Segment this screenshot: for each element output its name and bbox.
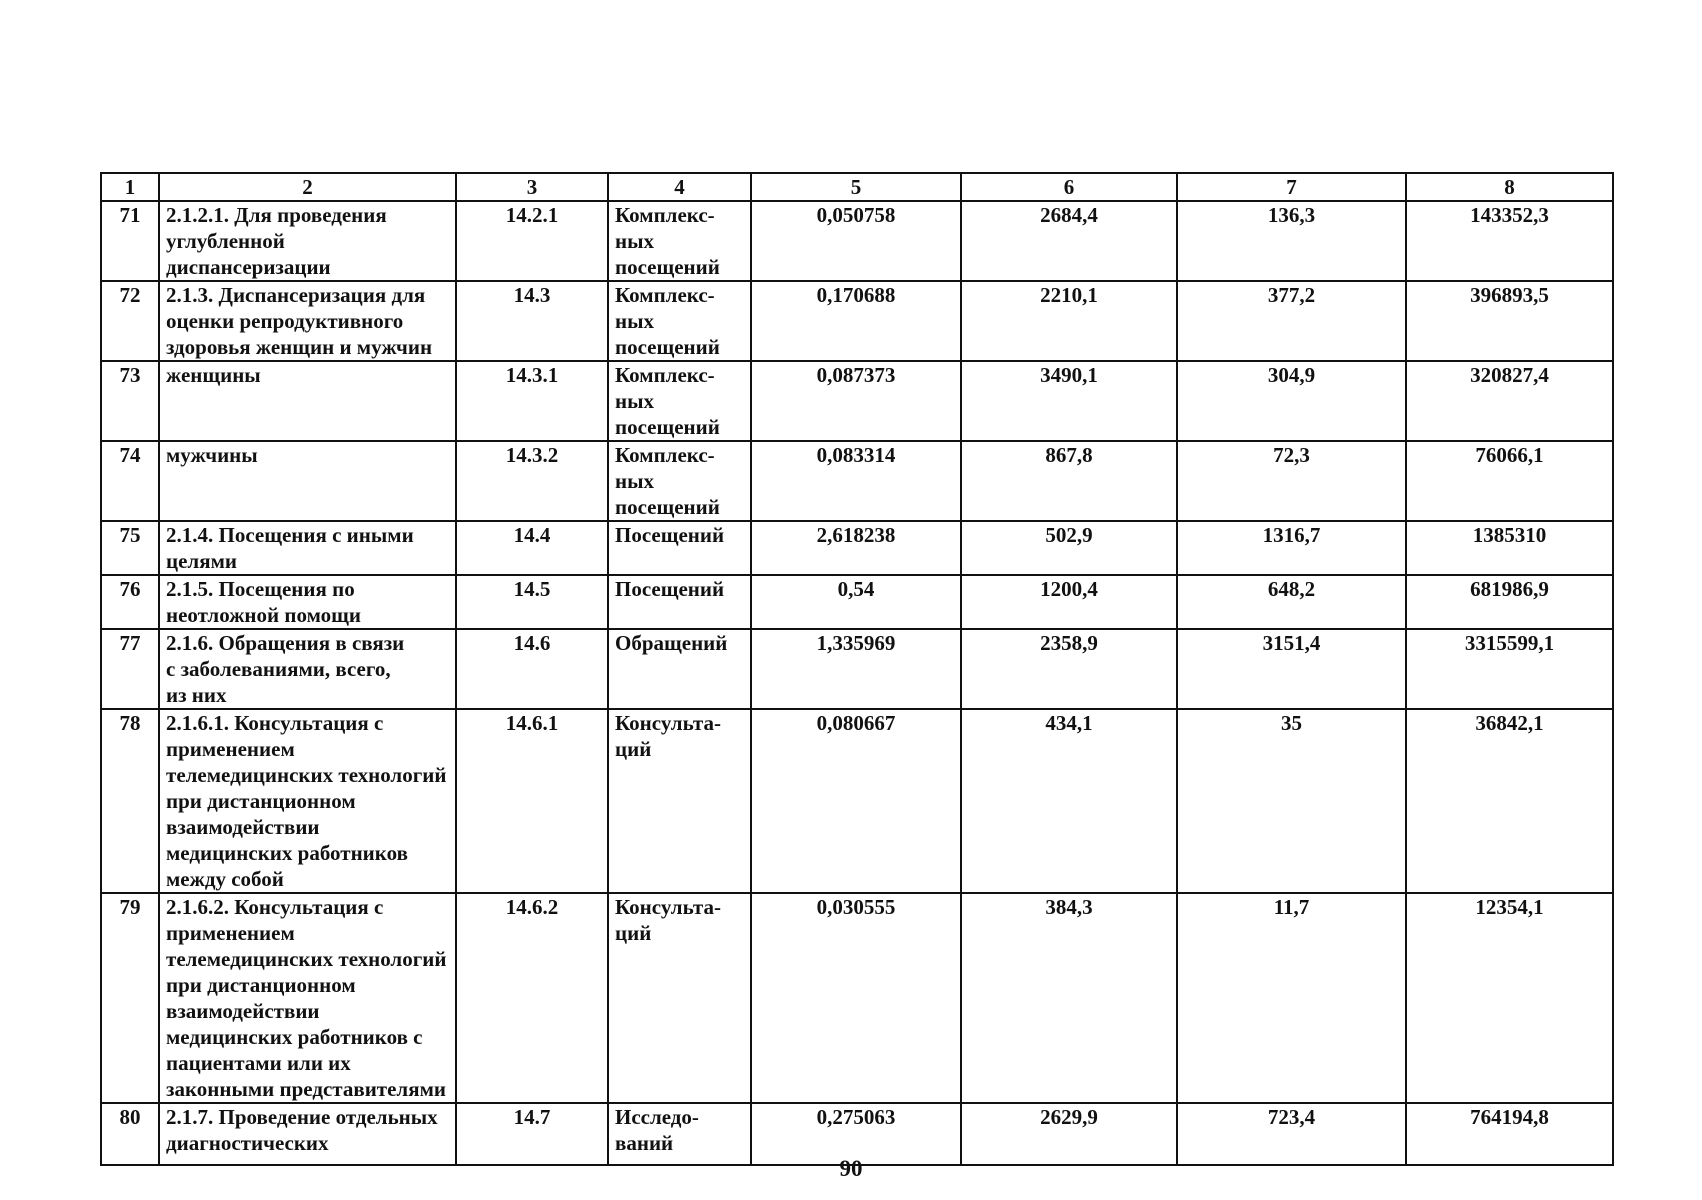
- column-header: 1: [101, 173, 159, 201]
- value-col-6: 3490,1: [961, 361, 1177, 441]
- row-code: 14.3.2: [456, 441, 608, 521]
- value-col-8: 681986,9: [1406, 575, 1613, 629]
- value-col-8: 12354,1: [1406, 893, 1613, 1103]
- column-header: 3: [456, 173, 608, 201]
- unit-of-measure: Комплекс- ных посещений: [608, 441, 751, 521]
- value-col-5: 0,080667: [751, 709, 961, 893]
- value-col-8: 143352,3: [1406, 201, 1613, 281]
- value-col-6: 502,9: [961, 521, 1177, 575]
- column-header: 7: [1177, 173, 1406, 201]
- unit-of-measure: Комплекс- ных посещений: [608, 201, 751, 281]
- value-col-8: 36842,1: [1406, 709, 1613, 893]
- row-number: 71: [101, 201, 159, 281]
- row-number: 74: [101, 441, 159, 521]
- value-col-6: 384,3: [961, 893, 1177, 1103]
- row-code: 14.3.1: [456, 361, 608, 441]
- table-row: [101, 629, 1613, 709]
- value-col-6: 2210,1: [961, 281, 1177, 361]
- value-col-5: 0,083314: [751, 441, 961, 521]
- row-number: 76: [101, 575, 159, 629]
- unit-of-measure: Посещений: [608, 575, 751, 629]
- row-number: 80: [101, 1103, 159, 1165]
- value-col-5: 0,275063: [751, 1103, 961, 1165]
- row-code: 14.6.2: [456, 893, 608, 1103]
- value-col-7: 11,7: [1177, 893, 1406, 1103]
- column-header: 2: [159, 173, 456, 201]
- value-col-7: 377,2: [1177, 281, 1406, 361]
- value-col-7: 648,2: [1177, 575, 1406, 629]
- table-row: [101, 575, 1613, 629]
- value-col-7: 35: [1177, 709, 1406, 893]
- unit-of-measure: Исследо- ваний: [608, 1103, 751, 1165]
- page-number: 90: [839, 1156, 863, 1181]
- row-code: 14.4: [456, 521, 608, 575]
- table-row: [101, 521, 1613, 575]
- value-col-8: 764194,8: [1406, 1103, 1613, 1165]
- row-number: 73: [101, 361, 159, 441]
- value-col-8: 1385310: [1406, 521, 1613, 575]
- value-col-6: 2684,4: [961, 201, 1177, 281]
- value-col-7: 72,3: [1177, 441, 1406, 521]
- row-number: 72: [101, 281, 159, 361]
- column-header: 4: [608, 173, 751, 201]
- unit-of-measure: Комплекс- ных посещений: [608, 361, 751, 441]
- table-row: [101, 361, 1613, 441]
- value-col-5: 2,618238: [751, 521, 961, 575]
- indicator-name: 2.1.6.2. Консультация с применением телемедицинских технологий при дистанционном взаимодействии медицинских работников с пациентами или их законными представителями: [159, 893, 456, 1103]
- value-col-7: 304,9: [1177, 361, 1406, 441]
- row-code: 14.6.1: [456, 709, 608, 893]
- value-col-5: 0,087373: [751, 361, 961, 441]
- value-col-8: 320827,4: [1406, 361, 1613, 441]
- table-row: [101, 441, 1613, 521]
- value-col-5: 0,050758: [751, 201, 961, 281]
- value-col-5: 0,54: [751, 575, 961, 629]
- indicator-name: 2.1.6. Обращения в связи с заболеваниями, всего, из них: [159, 629, 456, 709]
- row-code: 14.5: [456, 575, 608, 629]
- value-col-6: 434,1: [961, 709, 1177, 893]
- row-number: 77: [101, 629, 159, 709]
- unit-of-measure: Консульта- ций: [608, 893, 751, 1103]
- indicator-name: женщины: [159, 361, 456, 441]
- value-col-8: 76066,1: [1406, 441, 1613, 521]
- value-col-7: 136,3: [1177, 201, 1406, 281]
- indicator-name: 2.1.6.1. Консультация с применением телемедицинских технологий при дистанционном взаимодействии медицинских работников между собой: [159, 709, 456, 893]
- row-number: 75: [101, 521, 159, 575]
- row-code: 14.3: [456, 281, 608, 361]
- value-col-6: 2358,9: [961, 629, 1177, 709]
- indicator-name: 2.1.4. Посещения с иными целями: [159, 521, 456, 575]
- table-row: [101, 893, 1613, 1103]
- table-row: [101, 281, 1613, 361]
- unit-of-measure: Посещений: [608, 521, 751, 575]
- row-code: 14.2.1: [456, 201, 608, 281]
- value-col-6: 867,8: [961, 441, 1177, 521]
- indicator-name: мужчины: [159, 441, 456, 521]
- column-header: 5: [751, 173, 961, 201]
- row-number: 79: [101, 893, 159, 1103]
- column-header: 6: [961, 173, 1177, 201]
- value-col-8: 396893,5: [1406, 281, 1613, 361]
- value-col-5: 1,335969: [751, 629, 961, 709]
- unit-of-measure: Комплекс- ных посещений: [608, 281, 751, 361]
- row-code: 14.7: [456, 1103, 608, 1165]
- unit-of-measure: Обращений: [608, 629, 751, 709]
- row-code: 14.6: [456, 629, 608, 709]
- indicator-name: 2.1.5. Посещения по неотложной помощи: [159, 575, 456, 629]
- table-header-row: [101, 173, 1613, 201]
- value-col-5: 0,170688: [751, 281, 961, 361]
- value-col-7: 3151,4: [1177, 629, 1406, 709]
- indicator-name: 2.1.3. Диспансеризация для оценки репродуктивного здоровья женщин и мужчин: [159, 281, 456, 361]
- indicator-name: 2.1.2.1. Для проведения углубленной диспансеризации: [159, 201, 456, 281]
- value-col-8: 3315599,1: [1406, 629, 1613, 709]
- column-header: 8: [1406, 173, 1613, 201]
- indicator-name: 2.1.7. Проведение отдельных диагностических: [159, 1103, 456, 1165]
- value-col-6: 2629,9: [961, 1103, 1177, 1165]
- table-row: [101, 201, 1613, 281]
- data-table: [100, 172, 1614, 1166]
- value-col-6: 1200,4: [961, 575, 1177, 629]
- value-col-7: 723,4: [1177, 1103, 1406, 1165]
- unit-of-measure: Консульта- ций: [608, 709, 751, 893]
- row-number: 78: [101, 709, 159, 893]
- value-col-7: 1316,7: [1177, 521, 1406, 575]
- value-col-5: 0,030555: [751, 893, 961, 1103]
- table-row: [101, 709, 1613, 893]
